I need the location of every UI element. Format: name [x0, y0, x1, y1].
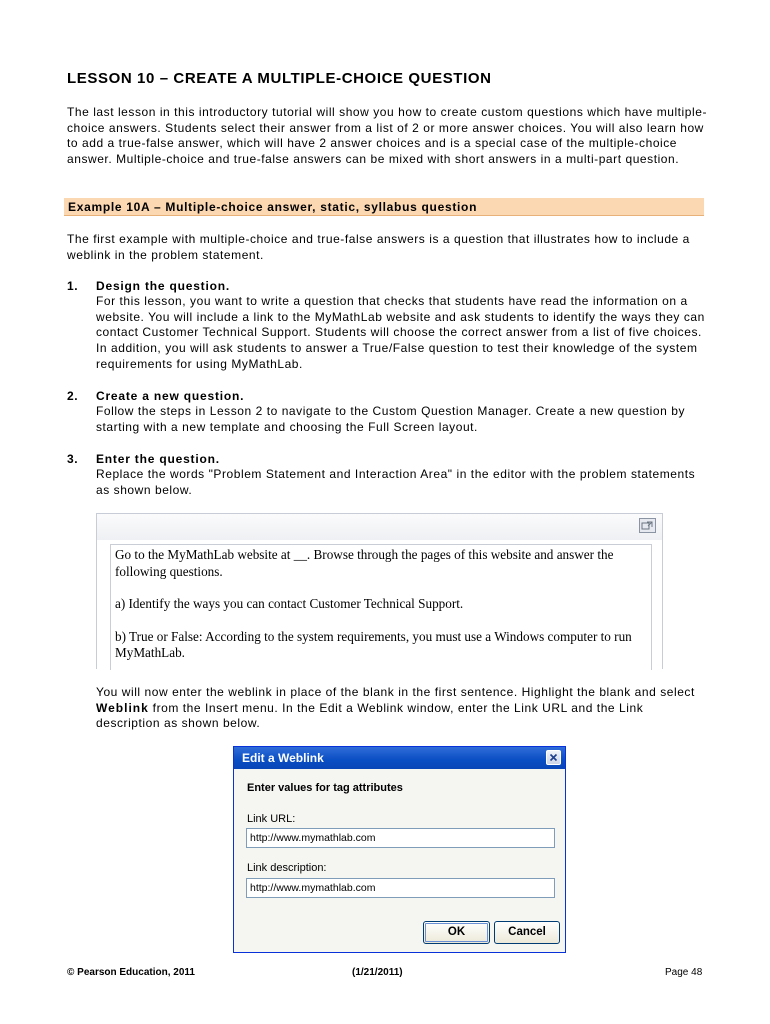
editor-toolbar — [97, 514, 662, 540]
cancel-button[interactable]: Cancel — [494, 921, 560, 944]
editor-line-3: b) True or False: According to the system requirements, you must use a Windows computer to run MyMathLab. — [115, 628, 632, 660]
lesson-title: LESSON 10 – CREATE A MULTIPLE-CHOICE QUESTION — [67, 70, 492, 87]
footer-page-number: Page 48 — [665, 967, 703, 978]
weblink-term: Weblink — [96, 700, 149, 715]
link-url-input[interactable] — [246, 828, 555, 848]
link-description-label: Link description: — [247, 862, 327, 874]
editor-line-2: a) Identify the ways you can contact Customer Technical Support. — [115, 596, 464, 611]
weblink-paragraph — [96, 685, 711, 732]
step-2-number: 2. — [67, 389, 79, 403]
intro-paragraph: The last lesson in this introductory tutorial will show you how to create custom questions which have multiple-choice answers. Students select their answer from a list of 2 or more answer choices. You will also learn how to add a true-false answer, which will have 2 answer choices and is a special case of the multiple-choice answer. Multiple-choice and true-false answers can be mixed with short answers in a multi-part question. — [67, 105, 707, 167]
question-editor — [96, 513, 663, 669]
editor-line-1: Go to the MyMathLab website at __. Browse through the pages of this website and answer the following questions. — [115, 547, 614, 579]
example-heading: Example 10A – Multiple-choice answer, static, syllabus question — [68, 200, 478, 214]
step-2-body: Follow the steps in Lesson 2 to navigate to the Custom Question Manager. Create a new question by starting with a new template and choosing the Full Screen layout. — [96, 404, 685, 434]
dialog-body — [234, 769, 565, 952]
step-1-heading: Design the question. — [96, 279, 231, 293]
editor-text-area[interactable] — [110, 544, 652, 670]
step-2-heading: Create a new question. — [96, 389, 245, 403]
edit-weblink-dialog — [233, 746, 566, 953]
dialog-heading: Enter values for tag attributes — [247, 782, 403, 794]
link-description-input[interactable] — [246, 878, 555, 898]
footer-copyright: © Pearson Education, 2011 — [67, 967, 195, 978]
step-3-heading: Enter the question. — [96, 452, 220, 466]
weblink-text-before: You will now enter the weblink in place of the blank in the first sentence. Highlight the blank and select — [96, 685, 695, 699]
footer-date: (1/21/2011) — [352, 967, 403, 978]
ok-button[interactable]: OK — [423, 921, 490, 944]
dialog-title-bar — [234, 747, 565, 769]
expand-icon[interactable] — [639, 518, 656, 533]
step-1-body: For this lesson, you want to write a question that checks that students have read the information on a website. You will include a link to the MyMathLab website and ask students to identify the ways they can contact Customer Technical Support. Students will choose the correct answer from a list of five choices. In addition, you will ask students to answer a True/False question to test their knowledge of the system requirements for using MyMathLab. — [96, 294, 705, 371]
example-heading-bar — [64, 198, 704, 216]
link-url-label: Link URL: — [247, 813, 296, 825]
step-3-body: Replace the words "Problem Statement and Interaction Area" in the editor with the problem statements as shown below. — [96, 467, 696, 497]
step-1-number: 1. — [67, 279, 79, 293]
dialog-title: Edit a Weblink — [242, 751, 324, 765]
example-intro: The first example with multiple-choice and true-false answers is a question that illustrates how to include a weblink in the problem statement. — [67, 232, 690, 262]
close-icon[interactable] — [546, 750, 561, 765]
step-3-number: 3. — [67, 452, 79, 466]
weblink-text-after: from the Insert menu. In the Edit a Weblink window, enter the Link URL and the Link description as shown below. — [96, 700, 644, 731]
